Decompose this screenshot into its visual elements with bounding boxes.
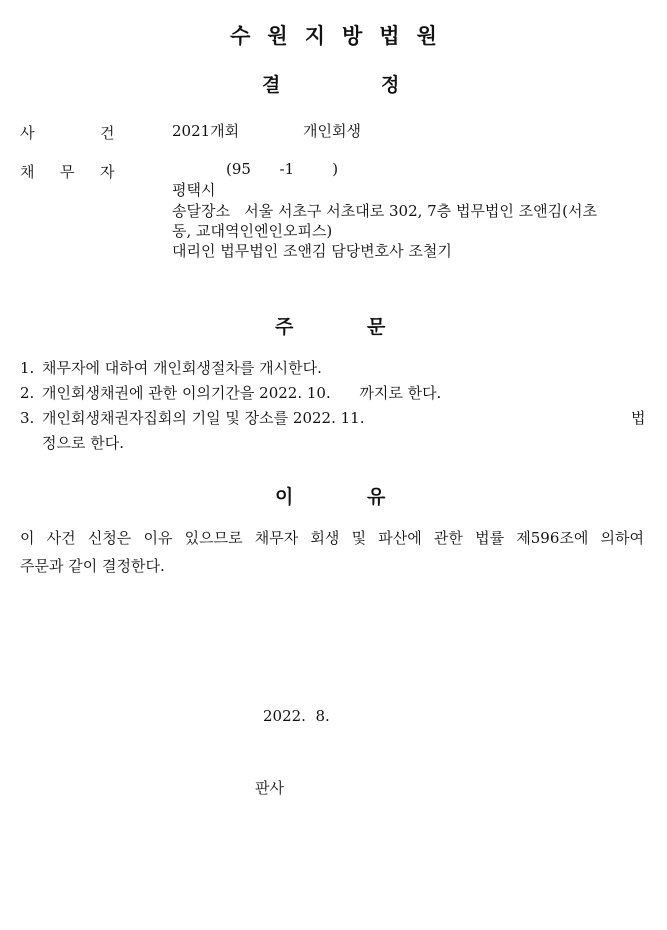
reason-heading-right: 유: [367, 486, 386, 508]
order-number: 2.: [20, 384, 35, 402]
reason-line-1: 이 사건 신청은 이유 있으므로 채무자 회생 및 파산에 관한 법률 제596조에 의하여: [20, 529, 644, 547]
order-text: 개인회생채권에 관한 이의기간을 2022. 10. 까지로 한다.: [42, 384, 442, 402]
case-type: 개인회생: [303, 122, 361, 140]
reason-heading-left: 이: [275, 486, 294, 508]
debtor-address: 평택시: [172, 181, 216, 199]
debtor-id: (95 -1 ): [226, 160, 339, 178]
decision-date: 2022. 8.: [263, 707, 330, 725]
order-text-continuation: 정으로 한다.: [42, 434, 124, 452]
debtor-representative: 대리인 법무법인 조앤김 담당변호사 조철기: [172, 242, 452, 260]
order-heading-left: 주: [275, 316, 294, 338]
order-text: 개인회생채권자집회의 기일 및 장소를 2022. 11.: [42, 409, 365, 427]
service-address-line-2: 동, 교대역인엔인오피스): [172, 222, 333, 240]
court-name: 수원지방법원: [230, 24, 454, 48]
order-text: 채무자에 대하여 개인회생절차를 개시한다.: [42, 359, 322, 377]
reason-line-2: 주문과 같이 결정한다.: [20, 557, 165, 575]
doc-title-left: 결: [262, 74, 281, 96]
order-number: 3.: [20, 409, 35, 427]
order-heading-right: 문: [367, 316, 386, 338]
service-address-line-1: 송달장소 서울 서초구 서초대로 302, 7층 법무법인 조앤김(서초: [172, 202, 597, 220]
doc-title-right: 정: [381, 74, 400, 96]
debtor-label-char-1: 채: [20, 163, 35, 181]
order-text-end: 법: [631, 409, 646, 427]
case-label-char-1: 사: [20, 124, 35, 142]
debtor-label-char-3: 자: [100, 163, 115, 181]
case-number: 2021개회: [172, 122, 240, 140]
order-number: 1.: [20, 359, 35, 377]
case-label-char-2: 건: [100, 124, 115, 142]
debtor-label-char-2: 무: [60, 163, 75, 181]
judge-label: 판사: [255, 779, 284, 797]
